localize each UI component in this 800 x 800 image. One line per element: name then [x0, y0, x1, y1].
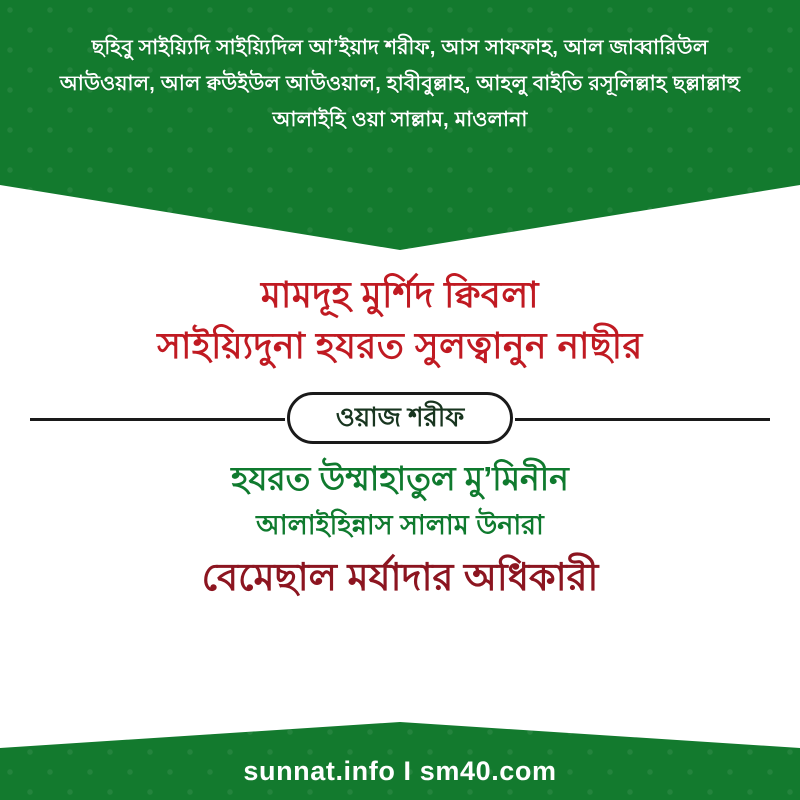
subtitle-line-1: হযরত উম্মাহাতুল মু’মিনীন	[231, 460, 569, 497]
main-content	[0, 250, 800, 740]
top-banner-text: ছহিবু সাইয়্যিদি সাইয়্যিদিল আ’ইয়াদ শরীফ, আস সাফফাহ, আল জাব্বারিউল আউওয়াল, আল ক্বউইউল আউওয়াল, হাবীবুল্লাহ, আহলু বাইতি রসূলিল্লাহ ছল্লাল্লাহু আলাইহি ওয়া সাল্লাম, মাওলানা	[59, 36, 741, 131]
title-line-2: সাইয়্যিদুনা হযরত সুলত্বানুন নাছীর	[157, 325, 643, 366]
subtitle-line-2: আলাইহিন্নাস সালাম উনারা	[256, 510, 544, 541]
waz-sharif-badge: ওয়াজ শরীফ	[287, 392, 514, 443]
title-line-1: মামদূহ মুর্শিদ ক্বিবলা	[260, 274, 540, 315]
footer-website-text: sunnat.info I sm40.com	[243, 756, 557, 786]
divider-rule-left	[30, 418, 285, 421]
subtitle-line-3: বেমেছাল মর্যাদার অধিকারী	[201, 557, 599, 599]
badge-divider	[0, 390, 800, 446]
divider-rule-right	[515, 418, 770, 421]
